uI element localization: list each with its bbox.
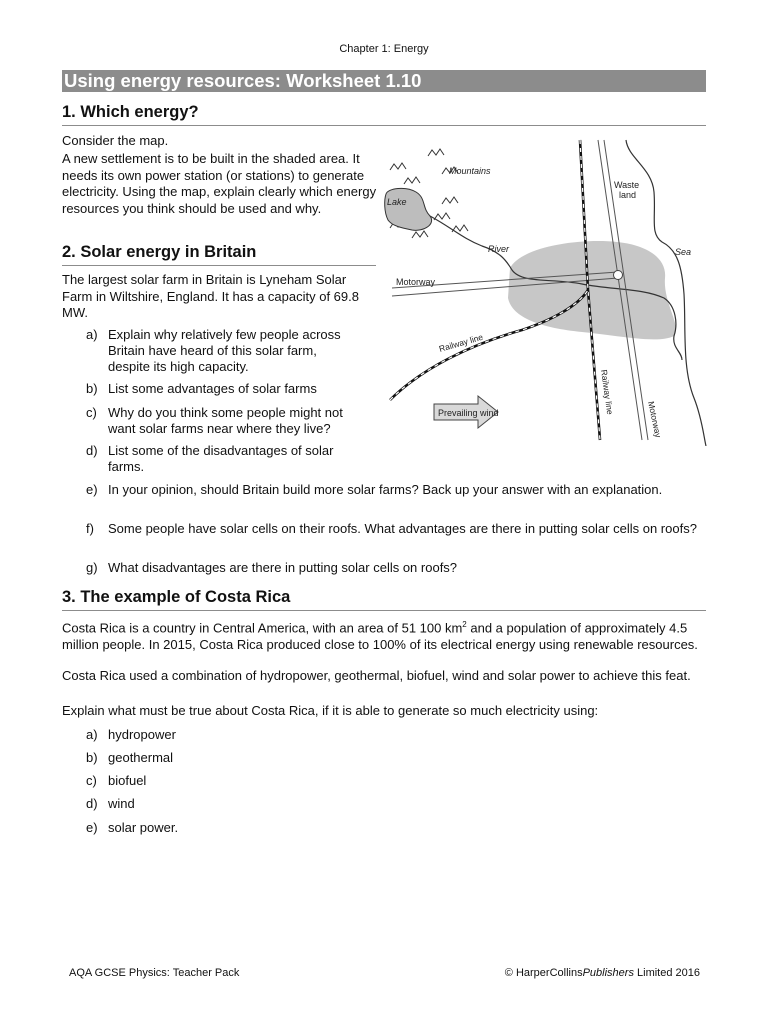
footer-left: AQA GCSE Physics: Teacher Pack [69, 967, 240, 979]
map-label-mountains: Mountains [449, 166, 491, 176]
section-3-heading: 3. The example of Costa Rica [62, 588, 706, 611]
section-2-intro: The largest solar farm in Britain is Lyneham Solar Farm in Wiltshire, England. It has a capacity of 69.8 MW. [62, 272, 359, 320]
map-label-railway-right: Railway line [599, 368, 616, 416]
worksheet-page: Chapter 1: Energy Using energy resources: Worksheet 1.10 1. Which energy? Consider the map. A new settlement is to be built in the shaded area. It needs its own power station (or stations) to generate electricity. Using the map, explain clearly which energy resources you think should be used and why. Mountains Lake Waste land River Sea Motorway Railway line Railway line Motorway Prevailing wind 2. Solar energy in Britain The largest solar farm in Britain is Lyneham Solar Farm in Wiltshire, England. It has a capacity of 69.8 MW. a) Explain why relatively few people across Britain have heard of this solar farm, despite its high capacity. b) List some advantages of solar farms c) Why do you think some people might not want solar farms near where they live? d) List some of the disadvantages of solar farms. e) In your opinion, should Britain build more solar farms? Back up your answer with an explanation. f) Some people have solar cells on their roofs. What advantages are there in putting solar cells on roofs? g) What disadvantages are there in putting solar cells on roofs? 3. The example of Costa Rica Costa Rica is a country in Central America, with an area of 51 100 $km^2$ and a population of approximately 4.5 million people. In 2015, Costa Rica produced close to 100% of its electrical energy using renewable resources. Costa Rica used a combination of hydropower, geothermal, biofuel, wind and solar power to achieve this feat. Explain what must be true about Costa Rica, if it is able to generate so much electricity using: a) hydropower b) geothermal c) biofuel d) wind e) solar power. AQA GCSE Physics: Teacher Pack © HarperCollinsPublishers Limited 2016 [0, 0, 768, 1024]
map-label-land: land [619, 190, 637, 200]
map-label-lake: Lake [387, 197, 407, 207]
lake [385, 188, 432, 230]
worksheet-title: Using energy resources: Worksheet 1.10 [62, 70, 706, 92]
map-label-railway-left: Railway line [437, 331, 485, 354]
section-1-heading: 1. Which energy? [62, 103, 706, 126]
section-1-p2: A new settlement is to be built in the shaded area. It needs its own power station (or stations) to generate electricity. Using the map, explain clearly which energy resources you think should be used and why. [62, 151, 377, 216]
section-2-heading: 2. Solar energy in Britain [62, 243, 376, 266]
superscript-two: 2 [462, 620, 467, 629]
section-1-p1: Consider the map. [62, 133, 169, 148]
map-label-motorway-right: Motorway [646, 400, 664, 439]
map-label-river: River [488, 244, 510, 254]
footer-right: © HarperCollinsPublishers Limited 2016 [504, 967, 700, 979]
motorway-junction [614, 271, 623, 280]
map-label-sea: Sea [675, 247, 692, 257]
settlement-map [382, 138, 708, 446]
map-label-motorway-left: Motorway [396, 277, 436, 287]
map-label-waste: Waste [614, 180, 640, 190]
section-3-p1: Costa Rica is a country in Central America, with an area of 51 100 $km^2$ and a population of approximately 4.5 million people. In 2015, Costa Rica produced close to 100% of its electrical energy using renewable resources. [62, 620, 698, 652]
chapter-header: Chapter 1: Energy [339, 43, 429, 55]
section-3-p3: Explain what must be true about Costa Rica, if it is able to generate so much electricity using: [62, 703, 599, 718]
section-3-p2: Costa Rica used a combination of hydropower, geothermal, biofuel, wind and solar power to achieve this feat. [62, 668, 691, 683]
map-label-prevailing-wind: Prevailing wind [438, 408, 499, 418]
